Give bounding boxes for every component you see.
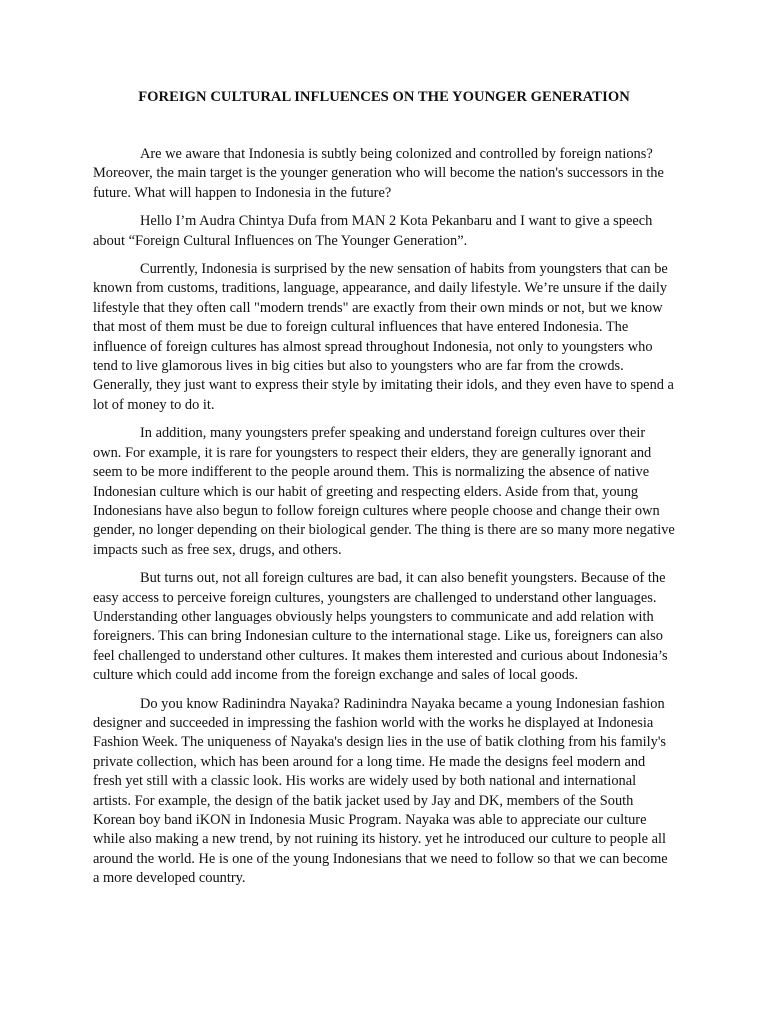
paragraph-4: In addition, many youngsters prefer speaking and understand foreign cultures over their own. For example, it is rare for youngsters to respect their elders, they are generally ignorant and seem to be more indifferent to the people around them. This is normalizing the absence of native Indonesian culture which is our habit of greeting and respecting elders. Aside from that, young Indonesians have also begun to follow foreign cultures where people choose and change their own gender, no longer depending on their biological gender. The thing is there are so many more negative impacts such as free sex, drugs, and others. [93, 425, 675, 558]
paragraph-3: Currently, Indonesia is surprised by the new sensation of habits from youngsters that can be known from customs, traditions, language, appearance, and daily lifestyle. We’re unsure if the daily lifestyle that they often call "modern trends" are exactly from their own minds or not, but we know that most of them must be due to foreign cultural influences that have entered Indonesia. The influence of foreign cultures has almost spread throughout Indonesia, not only to youngsters who tend to live glamorous lives in big cities but also to youngsters who are far from the crowds. Generally, they just want to express their style by imitating their idols, and they even have to spend a lot of money to do it. [93, 261, 674, 413]
document-body [93, 145, 675, 898]
document-title: FOREIGN CULTURAL INFLUENCES ON THE YOUNGER GENERATION [138, 89, 630, 105]
paragraph-1: Are we aware that Indonesia is subtly being colonized and controlled by foreign nations? Moreover, the main target is the younger generation who will become the nation's successors in the future. What will happen to Indonesia in the future? [93, 146, 664, 201]
paragraph-5: But turns out, not all foreign cultures are bad, it can also benefit youngsters. Because of the easy access to perceive foreign cultures, youngsters are challenged to understand other languages. Understanding other languages obviously helps youngsters to communicate and add relation with foreigners. This can bring Indonesian culture to the international stage. Like us, foreigners can also feel challenged to understand other cultures. It makes them interested and curious about Indonesia’s culture which could add income from the foreign exchange and sales of local goods. [93, 570, 668, 684]
paragraph-6: Do you know Radinindra Nayaka? Radinindra Nayaka became a young Indonesian fashion designer and succeeded in impressing the fashion world with the works he displayed at Indonesia Fashion Week. The uniqueness of Nayaka's design lies in the use of batik clothing from his family's private collection, which has been around for a long time. He made the designs feel modern and fresh yet still with a classic look. His works are widely used by both national and international artists. For example, the design of the batik jacket used by Jay and DK, members of the South Korean boy band iKON in Indonesia Music Program. Nayaka was able to appreciate our culture while also making a new trend, by not ruining its history. yet he introduced our culture to people all around the world. He is one of the young Indonesians that we need to follow so that we can become a more developed country. [93, 695, 668, 887]
paragraph-2: Hello I’m Audra Chintya Dufa from MAN 2 Kota Pekanbaru and I want to give a speech about “Foreign Cultural Influences on The Younger Generation”. [93, 213, 653, 249]
